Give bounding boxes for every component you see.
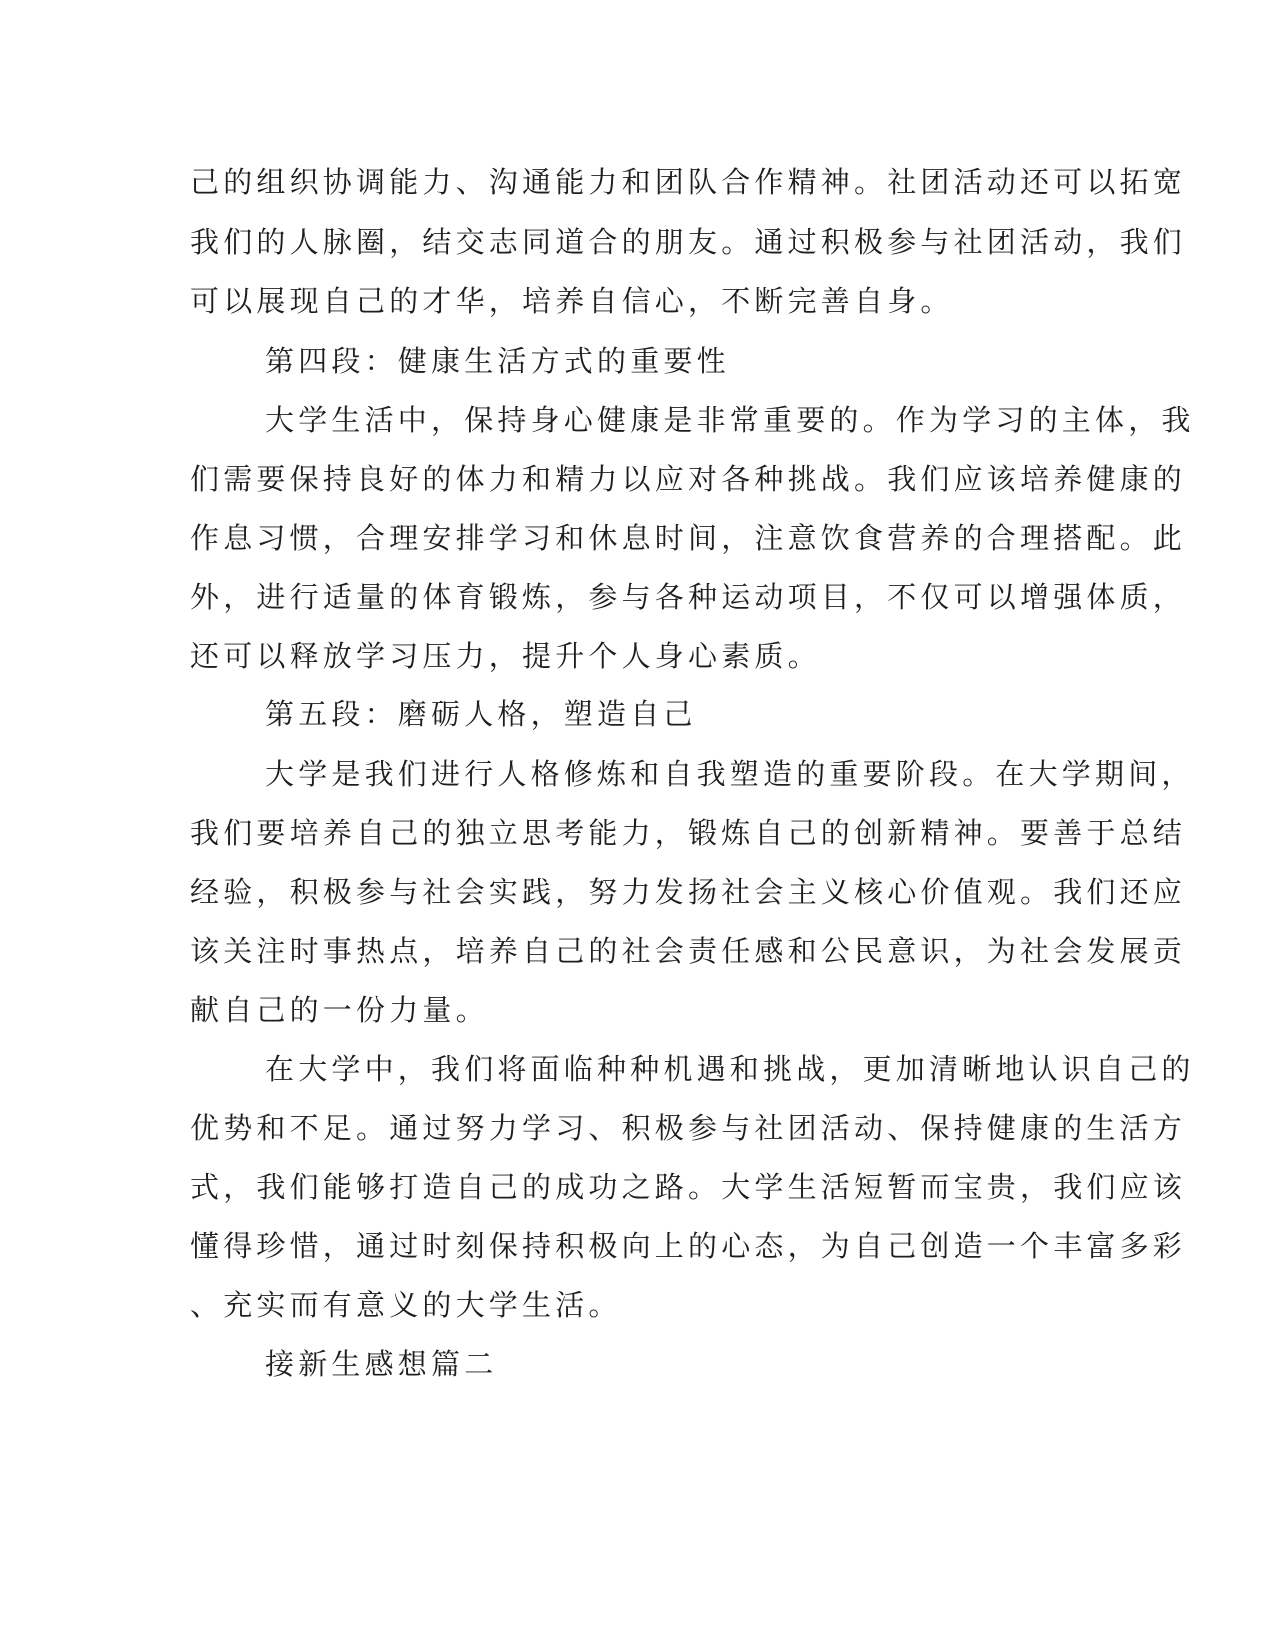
text-line: 经验，积极参与社会实践，努力发扬社会主义核心价值观。我们还应 xyxy=(190,875,1187,909)
text-line: 外，进行适量的体育锻炼，参与各种运动项目，不仅可以增强体质， xyxy=(190,580,1187,614)
text-line: 己的组织协调能力、沟通能力和团队合作精神。社团活动还可以拓宽 xyxy=(190,165,1187,199)
text-line: 在大学中，我们将面临种种机遇和挑战，更加清晰地认识自己的 xyxy=(265,1052,1195,1086)
text-line: 我们要培养自己的独立思考能力，锻炼自己的创新精神。要善于总结 xyxy=(190,816,1187,850)
section-heading: 第四段：健康生活方式的重要性 xyxy=(265,344,730,378)
text-line: 作息习惯，合理安排学习和休息时间，注意饮食营养的合理搭配。此 xyxy=(190,521,1187,555)
text-line: 优势和不足。通过努力学习、积极参与社团活动、保持健康的生活方 xyxy=(190,1111,1187,1145)
section-heading: 第五段：磨砺人格，塑造自己 xyxy=(265,697,697,731)
text-line: 、充实而有意义的大学生活。 xyxy=(190,1288,622,1322)
text-line: 我们的人脉圈，结交志同道合的朋友。通过积极参与社团活动，我们 xyxy=(190,225,1187,259)
section-heading: 接新生感想篇二 xyxy=(265,1347,498,1381)
text-line: 献自己的一份力量。 xyxy=(190,993,489,1027)
text-line: 还可以释放学习压力，提升个人身心素质。 xyxy=(190,639,821,673)
text-line: 们需要保持良好的体力和精力以应对各种挑战。我们应该培养健康的 xyxy=(190,462,1187,496)
text-line: 大学生活中，保持身心健康是非常重要的。作为学习的主体，我 xyxy=(265,403,1195,437)
text-line: 可以展现自己的才华，培养自信心，不断完善自身。 xyxy=(190,284,954,318)
text-line: 懂得珍惜，通过时刻保持积极向上的心态，为自己创造一个丰富多彩 xyxy=(190,1229,1187,1263)
text-line: 大学是我们进行人格修炼和自我塑造的重要阶段。在大学期间， xyxy=(265,757,1195,791)
text-line: 式，我们能够打造自己的成功之路。大学生活短暂而宝贵，我们应该 xyxy=(190,1170,1187,1204)
text-line: 该关注时事热点，培养自己的社会责任感和公民意识，为社会发展贡 xyxy=(190,934,1187,968)
